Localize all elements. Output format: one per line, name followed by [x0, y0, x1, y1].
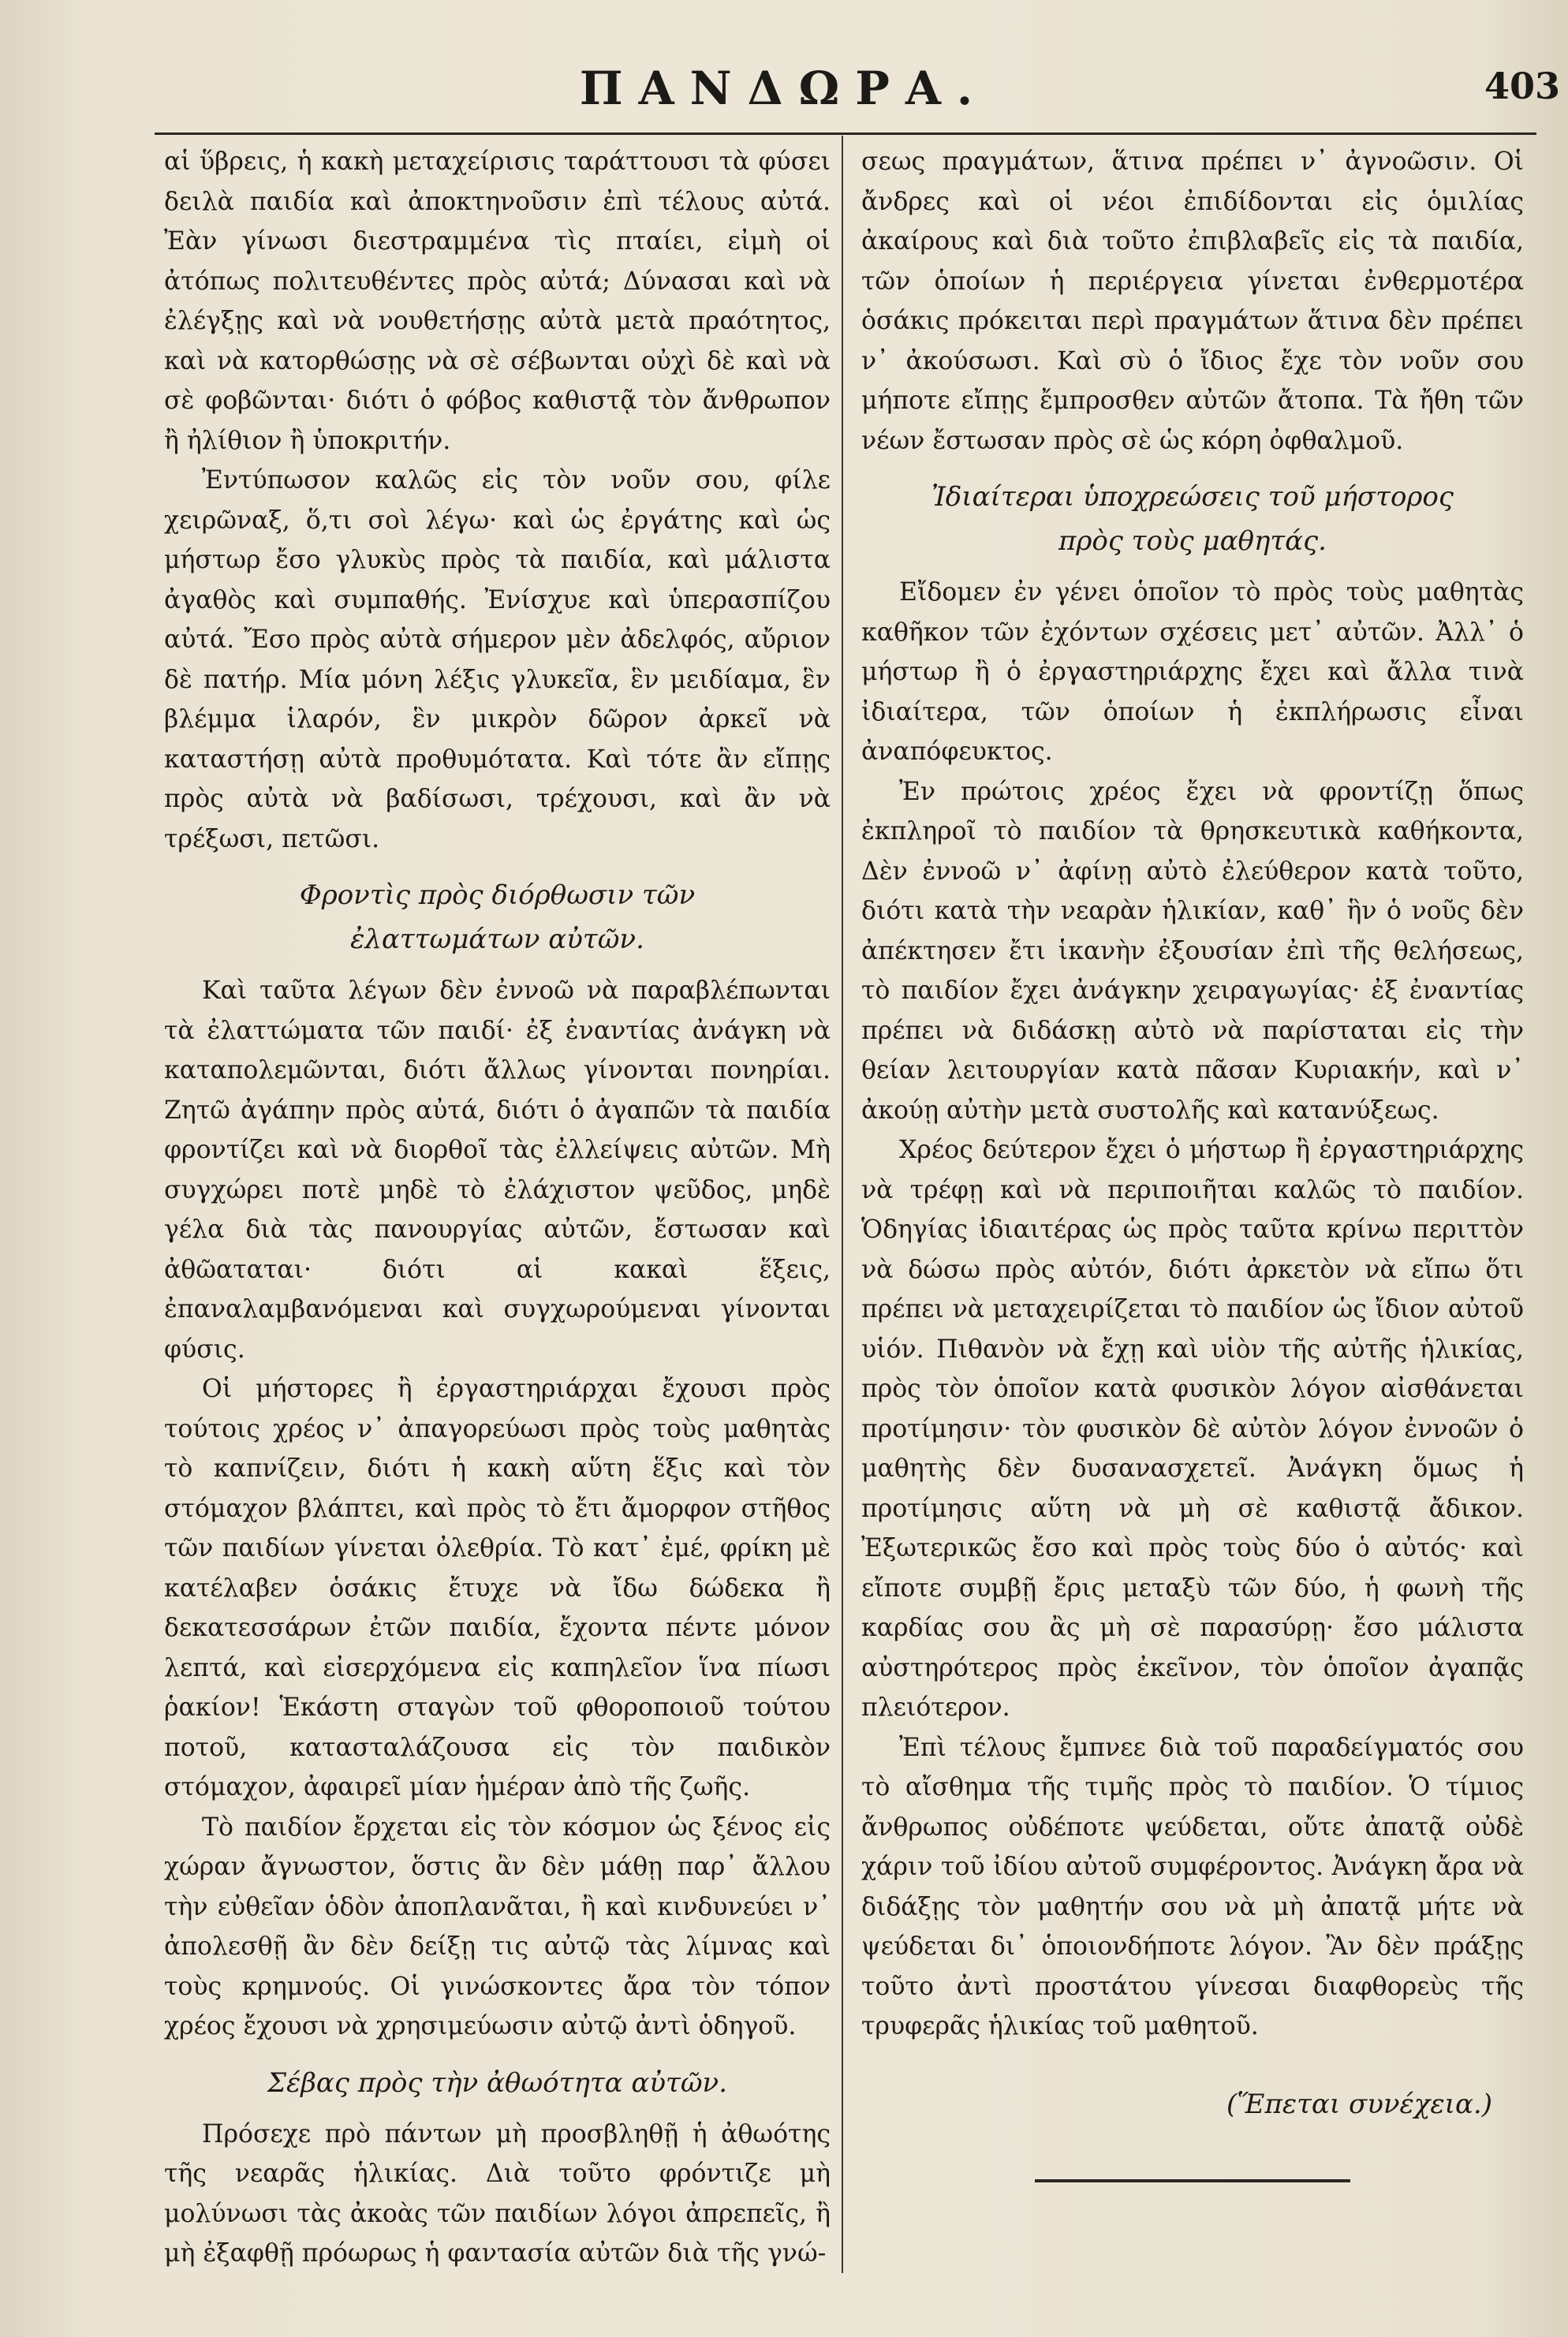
right-column	[861, 142, 1524, 2182]
left-paragraph-2: Ἐντύπωσον καλῶς εἰς τὸν νοῦν σου, φίλε χειρῶναξ, ὅ,τι σοὶ λέγω· καὶ ὡς ἐργάτης καὶ ὡς μήστωρ ἔσο γλυκὺς πρὸς τὰ παιδία, καὶ μάλιστα ἀγαθὸς καὶ συμπαθής. Ἐνίσχυε καὶ ὑπερασπίζου αὐτά. Ἔσο πρὸς αὐτὰ σήμερον μὲν ἀδελφός, αὔριον δὲ πατήρ. Μία μόνη λέξις γλυκεῖα, ἓν μειδίαμα, ἓν βλέμμα ἱλαρόν, ἓν μικρὸν δῶρον ἀρκεῖ νὰ καταστήσῃ αὐτὰ προθυμότατα. Καὶ τότε ἂν εἴπῃς πρὸς αὐτὰ νὰ βαδίσωσι, τρέχουσι, καὶ ἂν νὰ τρέξωσι, πετῶσι.	[164, 466, 831, 853]
page-number: 403	[1484, 65, 1560, 107]
right-heading-1-line-1: Ἰδιαίτεραι ὑποχρεώσεις τοῦ μήστορος	[931, 481, 1454, 513]
end-rule	[1035, 2179, 1350, 2182]
running-title: ΠΑΝΔΩΡΑ.	[579, 62, 989, 115]
right-paragraph-1: σεως πραγμάτων, ἅτινα πρέπει ν᾽ ἀγνοῶσιν. Οἱ ἄνδρες καὶ οἱ νέοι ἐπιδίδονται εἰς ὁμιλίας ἀκαίρους καὶ διὰ τοῦτο ἐπιβλαβεῖς εἰς τὰ παιδία, τῶν ὁποίων ἡ περιέργεια γίνεται ἐνθερμοτέρα ὁσάκις πρόκειται περὶ πραγμάτων ἅτινα δὲν πρέπει ν᾽ ἀκούσωσι. Καὶ σὺ ὁ ἴδιος ἔχε τὸν νοῦν σου μήποτε εἴπῃς ἔμπροσθεν αὐτῶν ἄτοπα. Τὰ ἤθη τῶν νέων ἔστωσαν πρὸς σὲ ὡς κόρη ὀφθαλμοῦ.	[861, 147, 1524, 455]
column-divider	[842, 136, 843, 2273]
left-paragraph-6: Πρόσεχε πρὸ πάντων μὴ προσβληθῇ ἡ ἀθωότης τῆς νεαρᾶς ἡλικίας. Διὰ τοῦτο φρόντιζε μὴ μολύνωσι τὰς ἀκοὰς τῶν παιδίων λόγοι ἀπρεπεῖς, ἢ μὴ ἐξαφθῇ πρόωρως ἡ φαντασία αὐτῶν διὰ τῆς γνώ-	[164, 2119, 831, 2268]
header-rule	[155, 133, 1536, 135]
left-column	[164, 142, 831, 2274]
left-paragraph-1: αἱ ὕβρεις, ἡ κακὴ μεταχείρισις ταράττουσι τὰ φύσει δειλὰ παιδία καὶ ἀποκτηνοῦσιν ἐπὶ τέλους αὐτά. Ἐὰν γίνωσι διεστραμμένα τὶς πταίει, εἰμὴ οἱ ἀτόπως πολιτευθέντες πρὸς αὐτά; Δύνασαι καὶ νὰ ἐλέγξῃς καὶ νὰ νουθετήσῃς αὐτὰ μετὰ πραότητος, καὶ νὰ κατορθώσῃς νὰ σὲ σέβωνται οὐχὶ δὲ καὶ νὰ σὲ φοβῶνται· διότι ὁ φόβος καθιστᾷ τὸν ἄνθρωπον ἢ ἠλίθιον ἢ ὑποκριτήν.	[164, 147, 831, 455]
masthead	[0, 62, 1568, 125]
left-section-heading-1	[164, 873, 831, 961]
left-paragraph-4: Οἱ μήστορες ἢ ἐργαστηριάρχαι ἔχουσι πρὸς τούτοις χρέος ν᾽ ἀπαγορεύωσι πρὸς τοὺς μαθητὰς τὸ καπνίζειν, διότι ἡ κακὴ αὕτη ἕξις καὶ τὸν στόμαχον βλάπτει, καὶ πρὸς τὸ ἔτι ἄμορφον στῆθος τῶν παιδίων γίνεται ὀλεθρία. Τὸ κατ᾽ ἐμέ, φρίκη μὲ κατέλαβεν ὁσάκις ἔτυχε νὰ ἴδω δώδεκα ἢ δεκατεσσάρων ἐτῶν παιδία, ἔχοντα πέντε μόνον λεπτά, καὶ εἰσερχόμενα εἰς καπηλεῖον ἵνα πίωσι ῥακίον! Ἑκάστη σταγὼν τοῦ φθοροποιοῦ τούτου ποτοῦ, κατασταλάζουσα εἰς τὸν παιδικὸν στόμαχον, ἀφαιρεῖ μίαν ἡμέραν ἀπὸ τῆς ζωῆς.	[164, 1375, 831, 1801]
right-paragraph-4: Χρέος δεύτερον ἔχει ὁ μήστωρ ἢ ἐργαστηριάρχης νὰ τρέφῃ καὶ νὰ περιποιῆται καλῶς τὸ παιδίον. Ὁδηγίας ἰδιαιτέρας ὡς πρὸς ταῦτα κρίνω περιττὸν νὰ δώσω πρὸς αὐτόν, διότι ἀρκετὸν νὰ εἴπω ὅτι πρέπει νὰ μεταχειρίζεται τὸ παιδίον ὡς ἴδιον αὐτοῦ υἱόν. Πιθανὸν νὰ ἔχῃ καὶ υἱὸν τῆς αὐτῆς ἡλικίας, πρὸς τὸν ὁποῖον κατὰ φυσικὸν λόγον αἰσθάνεται προτίμησιν· τὸν φυσικὸν δὲ αὐτὸν λόγον ἐννοῶν ὁ μαθητὴς δὲν δυσανασχετεῖ. Ἀνάγκη ὅμως ἡ προτίμησις αὕτη νὰ μὴ σὲ καθιστᾷ ἄδικον. Ἐξωτερικῶς ἔσο καὶ πρὸς τοὺς δύο ὁ αὐτός· καὶ εἴποτε συμβῇ ἔρις μεταξὺ τῶν δύο, ἡ φωνὴ τῆς καρδίας σου ἂς μὴ σὲ παρασύρῃ· ἔσο μάλιστα αὐστηρότερος πρὸς ἐκεῖνον, τὸν ὁποῖον ἀγαπᾷς πλειότερον.	[861, 1136, 1524, 1722]
left-heading-1-line-2: ἐλαττωμάτων αὐτῶν.	[350, 924, 644, 955]
left-paragraph-5: Τὸ παιδίον ἔρχεται εἰς τὸν κόσμον ὡς ξένος εἰς χώραν ἄγνωστον, ὅστις ἂν δὲν μάθῃ παρ᾽ ἄλλου τὴν εὐθεῖαν ὁδὸν ἀποπλανᾶται, ἢ καὶ κινδυνεύει ν᾽ ἀπολεσθῇ ἂν δὲν δείξῃ τις αὐτῷ τὰς λίμνας καὶ τοὺς κρημνούς. Οἱ γινώσκοντες ἄρα τὸν τόπον χρέος ἔχουσι νὰ χρησιμεύωσιν αὐτῷ ἀντὶ ὁδηγοῦ.	[164, 1812, 831, 2040]
right-section-heading-1	[861, 475, 1524, 563]
left-heading-1-line-1: Φροντὶς πρὸς διόρθωσιν τῶν	[299, 879, 696, 911]
right-heading-1-line-2: πρὸς τοὺς μαθητάς.	[1058, 525, 1327, 557]
right-paragraph-2: Εἴδομεν ἐν γένει ὁποῖον τὸ πρὸς τοὺς μαθητὰς καθῆκον τῶν ἐχόντων σχέσεις μετ᾽ αὐτῶν. Ἀλλ᾽ ὁ μήστωρ ἢ ὁ ἐργαστηριάρχης ἔχει καὶ ἄλλα τινὰ ἰδιαίτερα, τῶν ὁποίων ἡ ἐκπλήρωσις εἶναι ἀναπόφευκτος.	[861, 578, 1524, 766]
right-paragraph-3: Ἐν πρώτοις χρέος ἔχει νὰ φροντίζῃ ὅπως ἐκπληροῖ τὸ παιδίον τὰ θρησκευτικὰ καθήκοντα, Δὲν ἐννοῶ ν᾽ ἀφίνῃ αὐτὸ ἐλεύθερον κατὰ τοῦτο, διότι κατὰ τὴν νεαρὰν ἡλικίαν, καθ᾽ ἣν ὁ νοῦς δὲν ἀπέκτησεν ἔτι ἱκανὴν ἐξουσίαν ἐπὶ τῆς θελήσεως, τὸ παιδίον ἔχει ἀνάγκην χειραγωγίας· ἐξ ἐναντίας πρέπει νὰ διδάσκῃ αὐτὸ νὰ παρίσταται εἰς τὴν θείαν λειτουργίαν κατὰ πᾶσαν Κυριακήν, καὶ ν᾽ ἀκούῃ αὐτὴν μετὰ συστολῆς καὶ κατανύξεως.	[861, 777, 1524, 1125]
left-heading-2-line-1: Σέβας πρὸς τὴν ἀθωότητα αὐτῶν.	[267, 2066, 728, 2099]
right-paragraph-5: Ἐπὶ τέλους ἔμπνεε διὰ τοῦ παραδείγματός σου τὸ αἴσθημα τῆς τιμῆς πρὸς τὸ παιδίον. Ὁ τίμιος ἄνθρωπος οὐδέποτε ψεύδεται, οὔτε ἀπατᾷ οὐδὲ χάριν τοῦ ἰδίου αὐτοῦ συμφέροντος. Ἀνάγκη ἄρα νὰ διδάξῃς τὸν μαθητήν σου νὰ μὴ ἀπατᾷ μήτε νὰ ψεύδεται δι᾽ ὁποιονδήποτε λόγον. Ἂν δὲν πράξῃς τοῦτο ἀντὶ προστάτου γίνεσαι διαφθορεὺς τῆς τρυφερᾶς ἡλικίας τοῦ μαθητοῦ.	[861, 1733, 1524, 2040]
left-paragraph-3: Καὶ ταῦτα λέγων δὲν ἐννοῶ νὰ παραβλέπωνται τὰ ἐλαττώματα τῶν παιδί· ἐξ ἐναντίας ἀνάγκη νὰ καταπολεμῶνται, διότι ἄλλως γίνονται πονηρίαι. Ζητῶ ἀγάπην πρὸς αὐτά, διότι ὁ ἀγαπῶν τὰ παιδία φροντίζει καὶ νὰ διορθοῖ τὰς ἐλλείψεις αὐτῶν. Μὴ συγχώρει ποτὲ μηδὲ τὸ ἐλάχιστον ψεῦδος, μηδὲ γέλα διὰ τὰς πανουργίας αὐτῶν, ἔστωσαν καὶ ἀθῶαταται· διότι αἱ κακαὶ ἕξεις, ἐπαναλαμβανόμεναι καὶ συγχωρούμεναι γίνονται φύσις.	[164, 976, 831, 1364]
continued-note: (Ἕπεται συνέχεια.)	[1226, 2088, 1492, 2120]
left-section-heading-2	[164, 2061, 831, 2105]
